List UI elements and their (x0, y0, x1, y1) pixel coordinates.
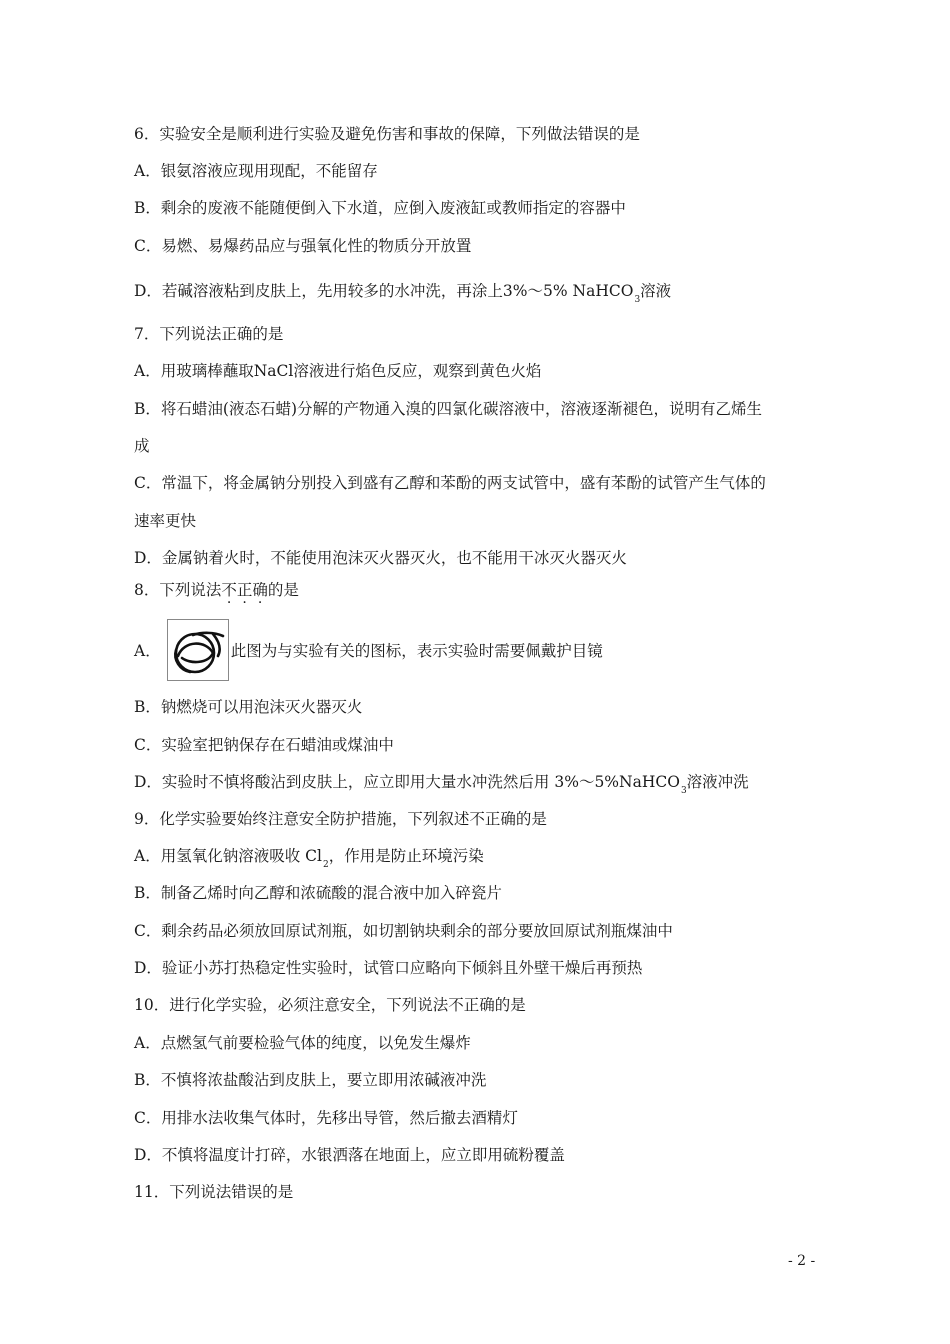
q9-option-a (134, 846, 484, 875)
q8-option-b: B．钠燃烧可以用泡沫灭火器灭火 (134, 698, 363, 716)
q6-d-text: D．若碱溶液粘到皮肤上，先用较多的水冲洗，再涂上3%～5% NaHCO (134, 282, 634, 300)
q6-d-tail: 溶液 (640, 282, 672, 300)
emphasis-char: 不 (221, 581, 237, 599)
q8-a-label: A． (134, 642, 161, 660)
q8-d-subscript: 3 (680, 786, 687, 796)
q9-option-d: D．验证小苏打热稳定性实验时，试管口应略向下倾斜且外壁干燥后再预热 (134, 959, 643, 977)
q6-option-a: A．银氨溶液应现用现配，不能留存 (134, 162, 378, 180)
emphasis-char: 确 (252, 581, 268, 599)
q11-stem: 11．下列说法错误的是 (134, 1183, 294, 1201)
emphasis-char: 正 (236, 581, 253, 599)
q7-option-d: D．金属钠着火时，不能使用泡沫灭火器灭火，也不能用干冰灭火器灭火 (134, 549, 627, 567)
q8-d-tail: 溶液冲洗 (686, 773, 749, 791)
q10-option-c: C．用排水法收集气体时，先移出导管，然后撤去酒精灯 (134, 1109, 518, 1127)
q7-option-b-line1: B．将石蜡油(液态石蜡)分解的产物通入溴的四氯化碳溶液中，溶液逐渐褪色，说明有乙烯生 (134, 400, 762, 418)
q6-option-d (134, 281, 671, 310)
q6-option-c: C．易燃、易爆药品应与强氧化性的物质分开放置 (134, 237, 472, 255)
q10-option-d: D．不慎将温度计打碎，水银洒落在地面上，应立即用硫粉覆盖 (134, 1146, 565, 1164)
q8-option-d (134, 772, 749, 801)
q9-a-tail: ，作用是防止环境污染 (328, 847, 484, 865)
q7-stem: 7．下列说法正确的是 (134, 325, 284, 343)
q9-a-subscript: 2 (322, 860, 329, 870)
q9-a-text: A．用氢氧化钠溶液吸收 Cl (134, 847, 322, 865)
q6-d-subscript: 3 (634, 295, 641, 305)
page-number: - 2 - (788, 1253, 816, 1269)
q10-option-a: A．点燃氢气前要检验气体的纯度，以免发生爆炸 (134, 1034, 471, 1052)
q8-a-text: 此图为与实验有关的图标，表示实验时需要佩戴护目镜 (230, 642, 603, 660)
q8-stem-pre: 8．下列说法 (134, 581, 222, 599)
q6-stem: 6．实验安全是顺利进行实验及避免伤害和事故的保障，下列做法错误的是 (134, 125, 640, 143)
q10-stem: 10．进行化学实验，必须注意安全，下列说法不正确的是 (134, 996, 526, 1014)
q9-stem: 9．化学实验要始终注意安全防护措施，下列叙述不正确的是 (134, 810, 547, 828)
q8-stem-post: 的是 (267, 581, 299, 599)
q7-option-c-line2: 速率更快 (134, 512, 197, 530)
q6-option-b: B．剩余的废液不能随便倒入下水道，应倒入废液缸或教师指定的容器中 (134, 199, 626, 217)
q7-option-c-line1: C．常温下，将金属钠分别投入到盛有乙醇和苯酚的两支试管中，盛有苯酚的试管产生气体的 (134, 474, 766, 492)
q10-option-b: B．不慎将浓盐酸沾到皮肤上，要立即用浓碱液冲洗 (134, 1071, 487, 1089)
q8-d-text: D．实验时不慎将酸沾到皮肤上，应立即用大量水冲洗然后用 3%～5%NaHCO (134, 773, 680, 791)
q9-option-b: B．制备乙烯时向乙醇和浓硫酸的混合液中加入碎瓷片 (134, 884, 502, 902)
q9-option-c: C．剩余药品必须放回原试剂瓶，如切割钠块剩余的部分要放回原试剂瓶煤油中 (134, 922, 673, 940)
q7-option-b-line2: 成 (134, 437, 150, 455)
q8-option-c: C．实验室把钠保存在石蜡油或煤油中 (134, 736, 394, 754)
q7-option-a: A．用玻璃棒蘸取NaCl溶液进行焰色反应，观察到黄色火焰 (134, 362, 542, 380)
goggles-icon (167, 619, 229, 681)
q8-stem (134, 580, 299, 600)
q8-option-a (134, 619, 603, 683)
